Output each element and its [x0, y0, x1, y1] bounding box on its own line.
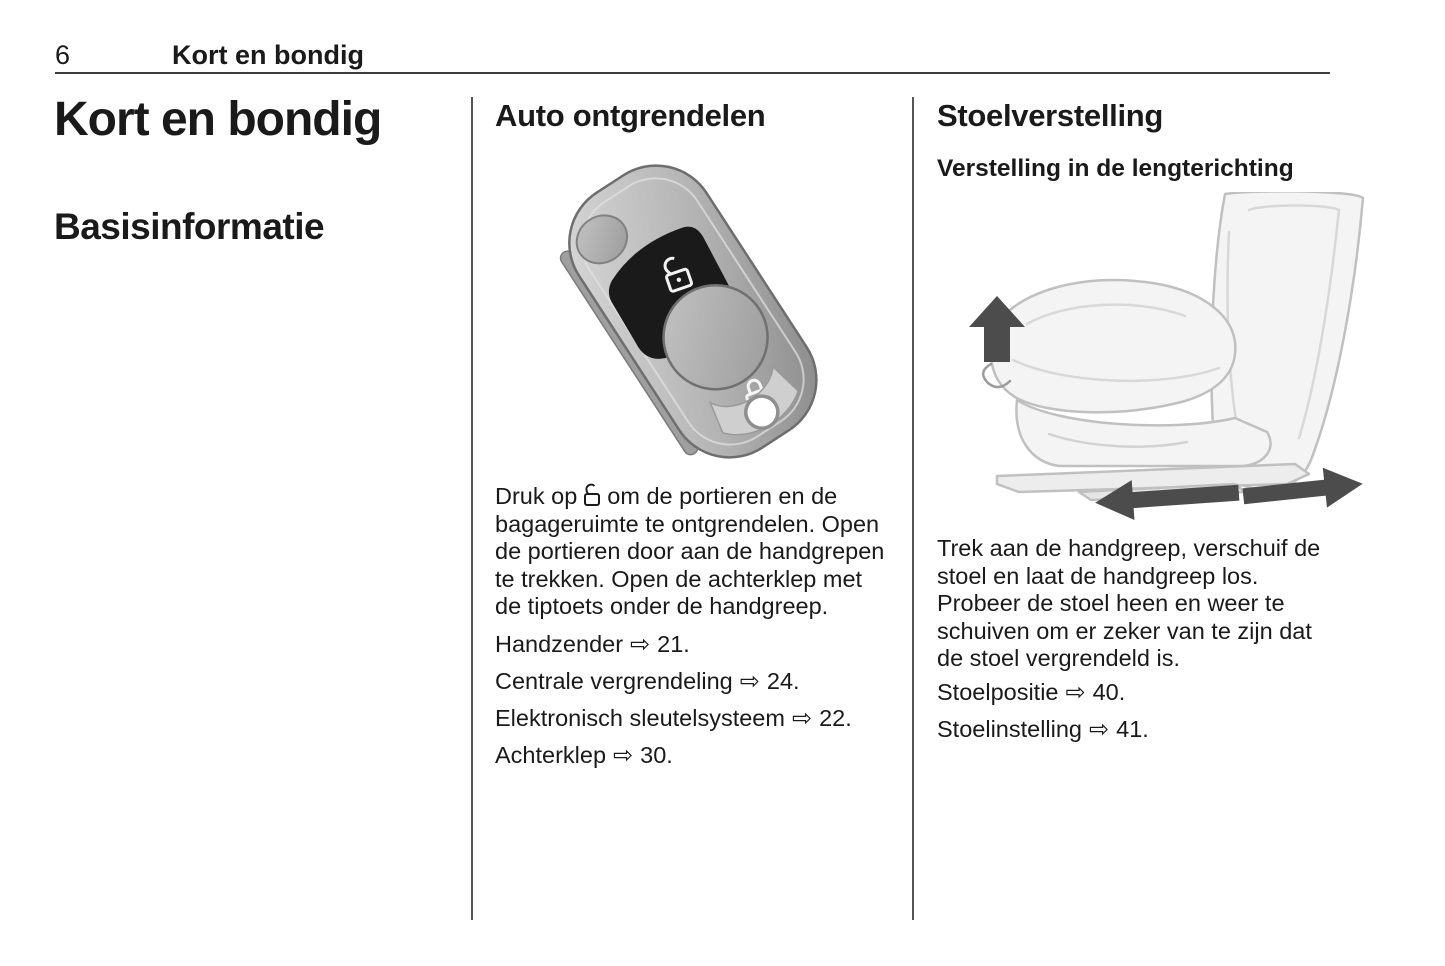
column-divider-left [471, 97, 473, 920]
unlock-icon [582, 483, 602, 507]
page-reference [495, 704, 852, 732]
seat-paragraph: Trek aan de handgreep, verschuif de stoel en laat de handgreep los. Probeer de stoel heen en weer te schuiven om er zeker van te zijn dat de stoel vergrendeld is. [937, 535, 1321, 671]
reference-label: Handzender [495, 631, 624, 657]
page-title: Kort en bondig [54, 93, 382, 146]
reference-label: Achterklep [495, 742, 607, 768]
unlock-paragraph [495, 483, 893, 621]
page-reference [937, 678, 1149, 706]
subsection-title-lengterichting: Verstelling in de lengterichting [937, 155, 1294, 182]
reference-page: 24. [766, 668, 800, 694]
chapter-header: Kort en bondig [172, 40, 364, 70]
page-reference [937, 715, 1149, 743]
reference-page: 22. [819, 705, 852, 731]
page-ref-arrow-icon: ⇨ [791, 704, 813, 732]
seat-page-references [937, 678, 1149, 752]
page-reference [495, 741, 852, 769]
page-ref-arrow-icon: ⇨ [613, 741, 634, 769]
section-title-auto-ontgrendelen: Auto ontgrendelen [495, 98, 766, 133]
column-divider-right [912, 97, 914, 920]
seat-cushion [991, 280, 1235, 412]
page-reference [495, 667, 852, 695]
section-title-stoelverstelling: Stoelverstelling [937, 98, 1164, 133]
page-number: 6 [55, 40, 71, 70]
reference-page: 41. [1116, 716, 1149, 742]
reference-page: 30. [640, 742, 673, 768]
reference-label: Centrale vergrendeling [495, 668, 733, 694]
page-ref-arrow-icon: ⇨ [1089, 715, 1110, 743]
reference-page: 21. [657, 631, 690, 657]
page-ref-arrow-icon: ⇨ [630, 630, 651, 658]
reference-page: 40. [1092, 679, 1126, 705]
unlock-paragraph-before: Druk op [495, 483, 578, 509]
header-rule [55, 72, 1330, 74]
reference-label: Stoelinstelling [937, 716, 1083, 742]
page-ref-arrow-icon: ⇨ [739, 667, 760, 695]
section-title-basisinformatie: Basisinformatie [54, 206, 325, 247]
page-ref-arrow-icon: ⇨ [1065, 678, 1086, 706]
reference-label: Stoelpositie [937, 679, 1059, 705]
unlock-page-references [495, 630, 852, 778]
page-reference [495, 630, 852, 658]
reference-label: Elektronisch sleutelsysteem [495, 705, 785, 731]
unlock-paragraph-after: om de portieren en de bagageruimte te ontgrendelen. Open de portieren door aan de handgrepen te trekken. Open de achterklep met de tiptoets onder de handgreep. [495, 483, 885, 619]
seat-adjustment-figure [933, 192, 1365, 527]
car-key-remote-figure [540, 140, 850, 485]
